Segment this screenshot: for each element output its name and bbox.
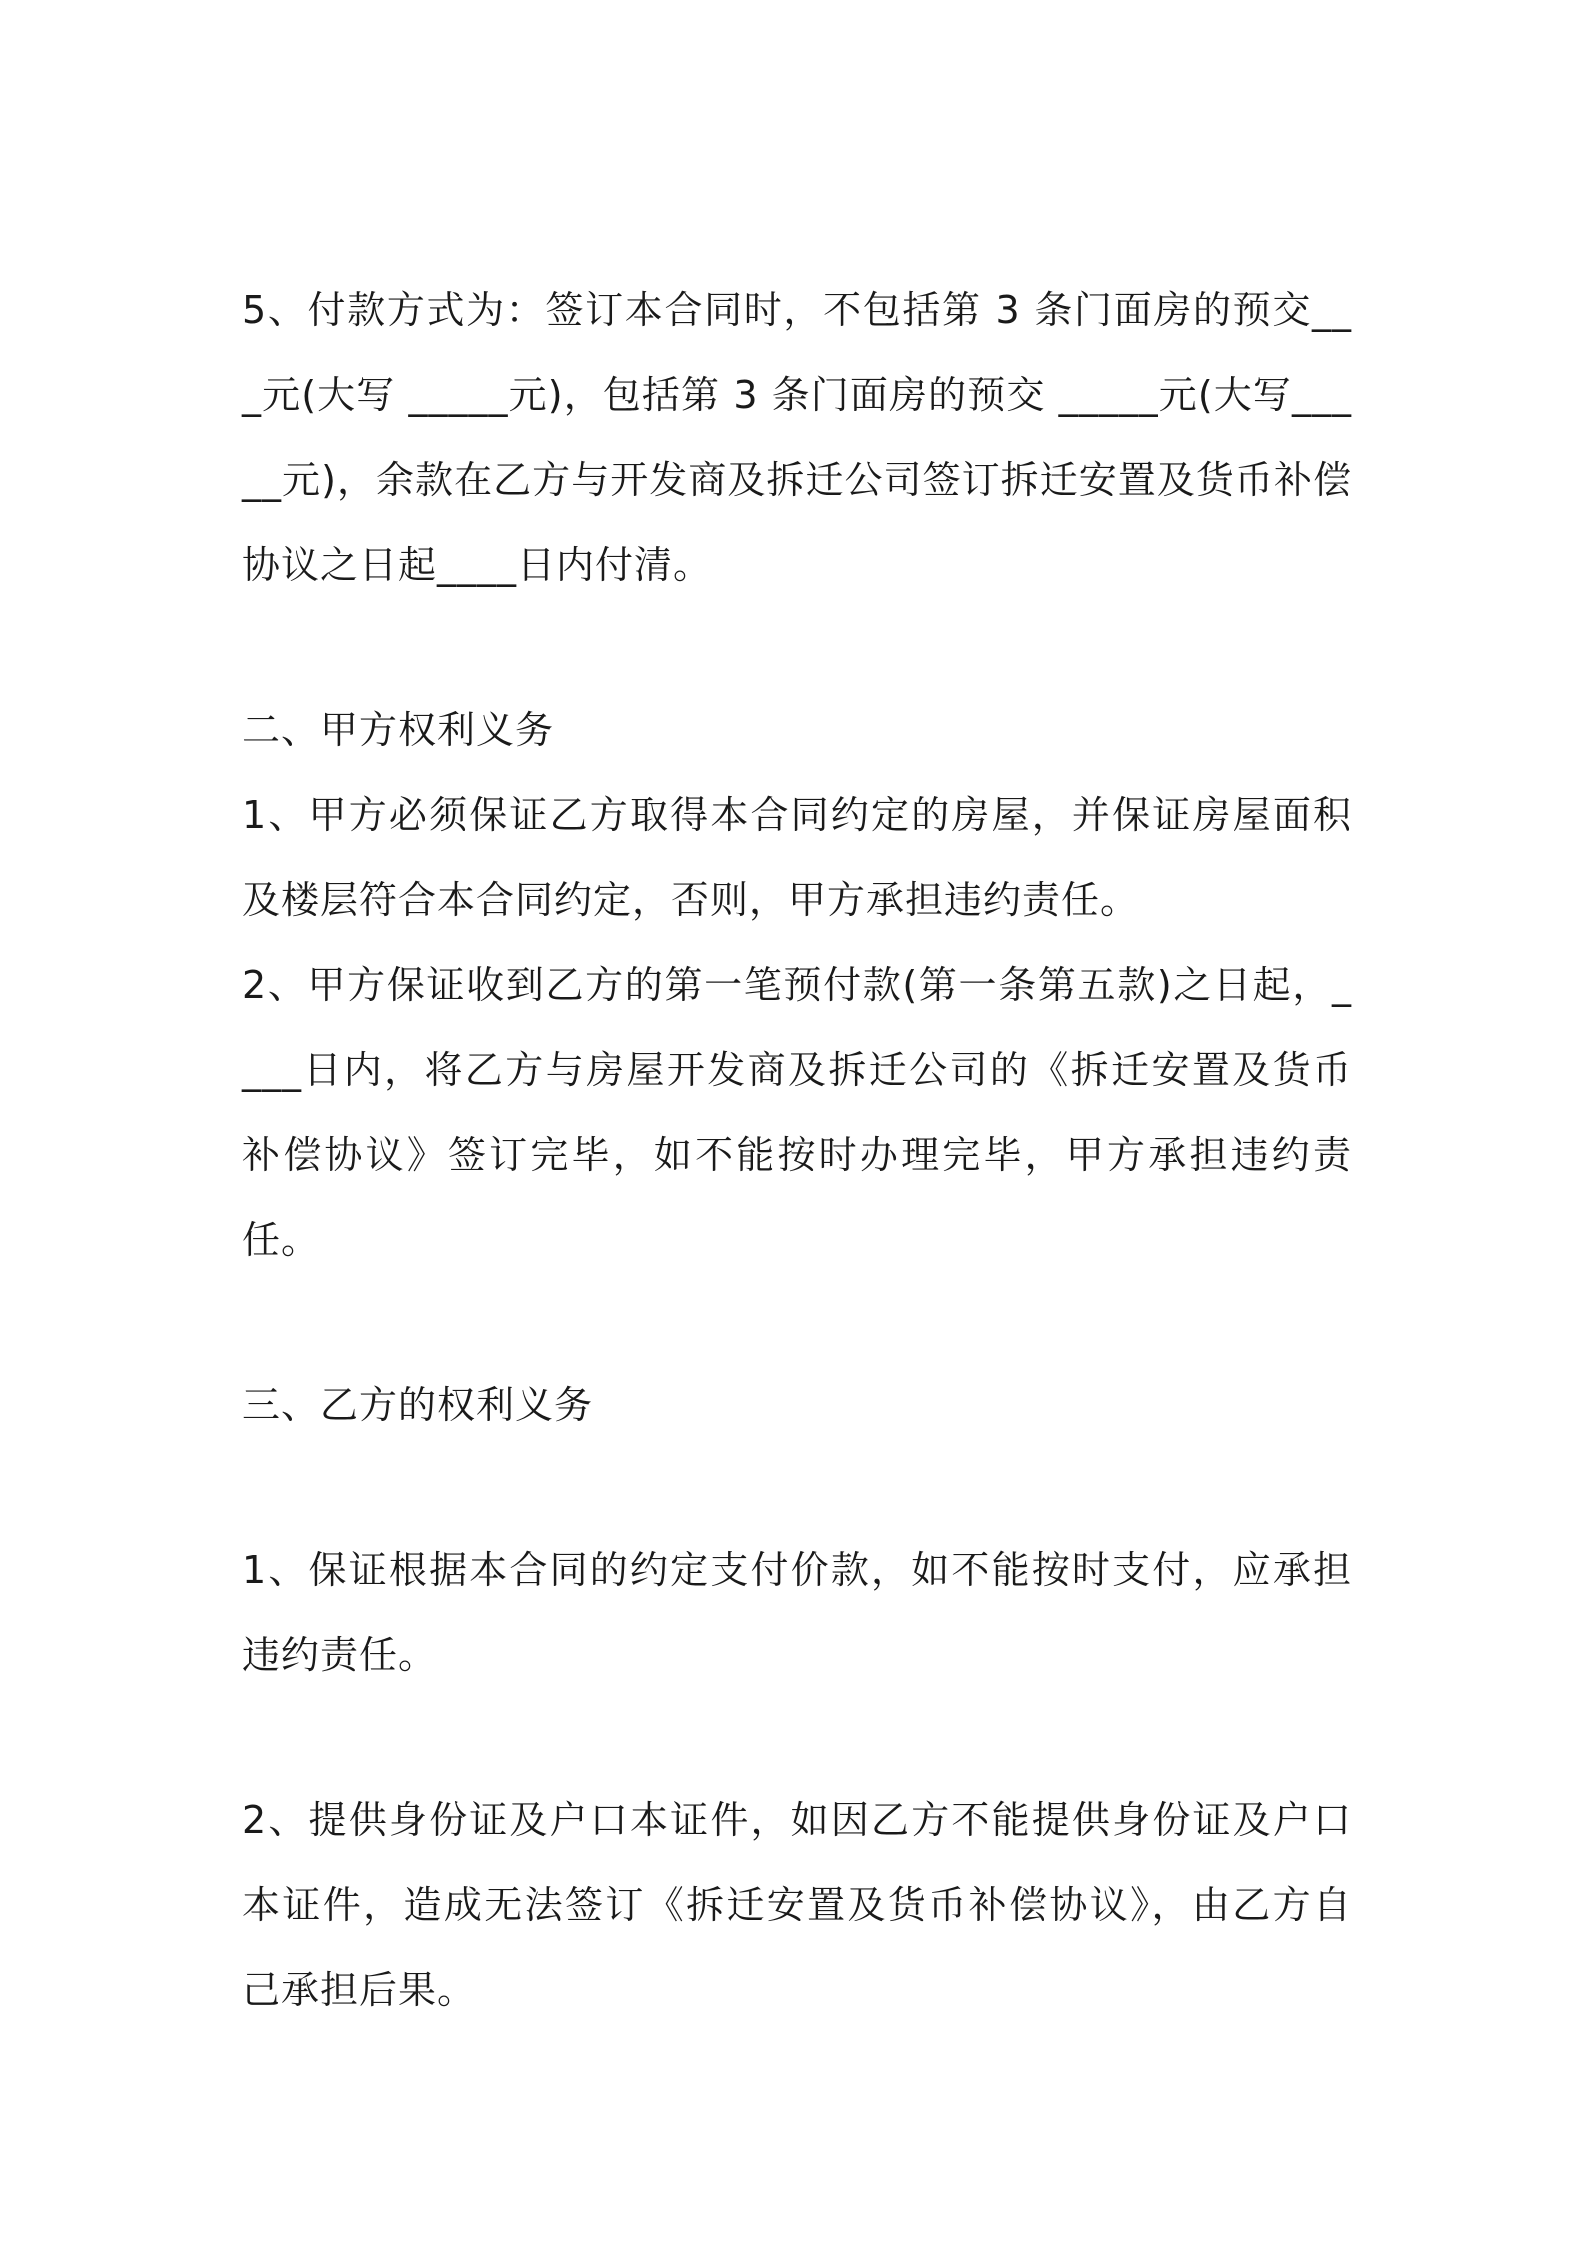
section-heading-party-a: 二、甲方权利义务	[242, 708, 555, 752]
party-b-clause-1: 1、保证根据本合同的约定支付价款，如不能按时支付，应承担违约责任。	[242, 1548, 1352, 1677]
party-a-clause-2: 2、甲方保证收到乙方的第一笔预付款(第一条第五款)之日起，____日内，将乙方与房屋开发商及拆迁公司的《拆迁安置及货币补偿协议》签订完毕，如不能按时办理完毕，甲方承担违约责任。	[242, 963, 1352, 1262]
party-b-clause-2: 2、提供身份证及户口本证件，如因乙方不能提供身份证及户口本证件，造成无法签订《拆迁安置及货币补偿协议》，由乙方自己承担后果。	[242, 1798, 1352, 2012]
spacer	[242, 1448, 1352, 1528]
paragraph-payment-terms: 5、付款方式为：签订本合同时，不包括第 3 条门面房的预交___元(大写 _____元)，包括第 3 条门面房的预交 _____元(大写_____元)，余款在乙方与开发商及拆迁公司签订拆迁安置及货币补偿协议之日起____日内付清。	[242, 288, 1352, 587]
party-a-clause-1: 1、甲方必须保证乙方取得本合同约定的房屋，并保证房屋面积及楼层符合本合同约定，否则，甲方承担违约责任。	[242, 793, 1352, 922]
spacer	[242, 1698, 1352, 1778]
document-body	[242, 268, 1352, 2033]
section-heading-party-b: 三、乙方的权利义务	[242, 1383, 594, 1427]
spacer	[242, 1283, 1352, 1363]
spacer	[242, 608, 1352, 688]
